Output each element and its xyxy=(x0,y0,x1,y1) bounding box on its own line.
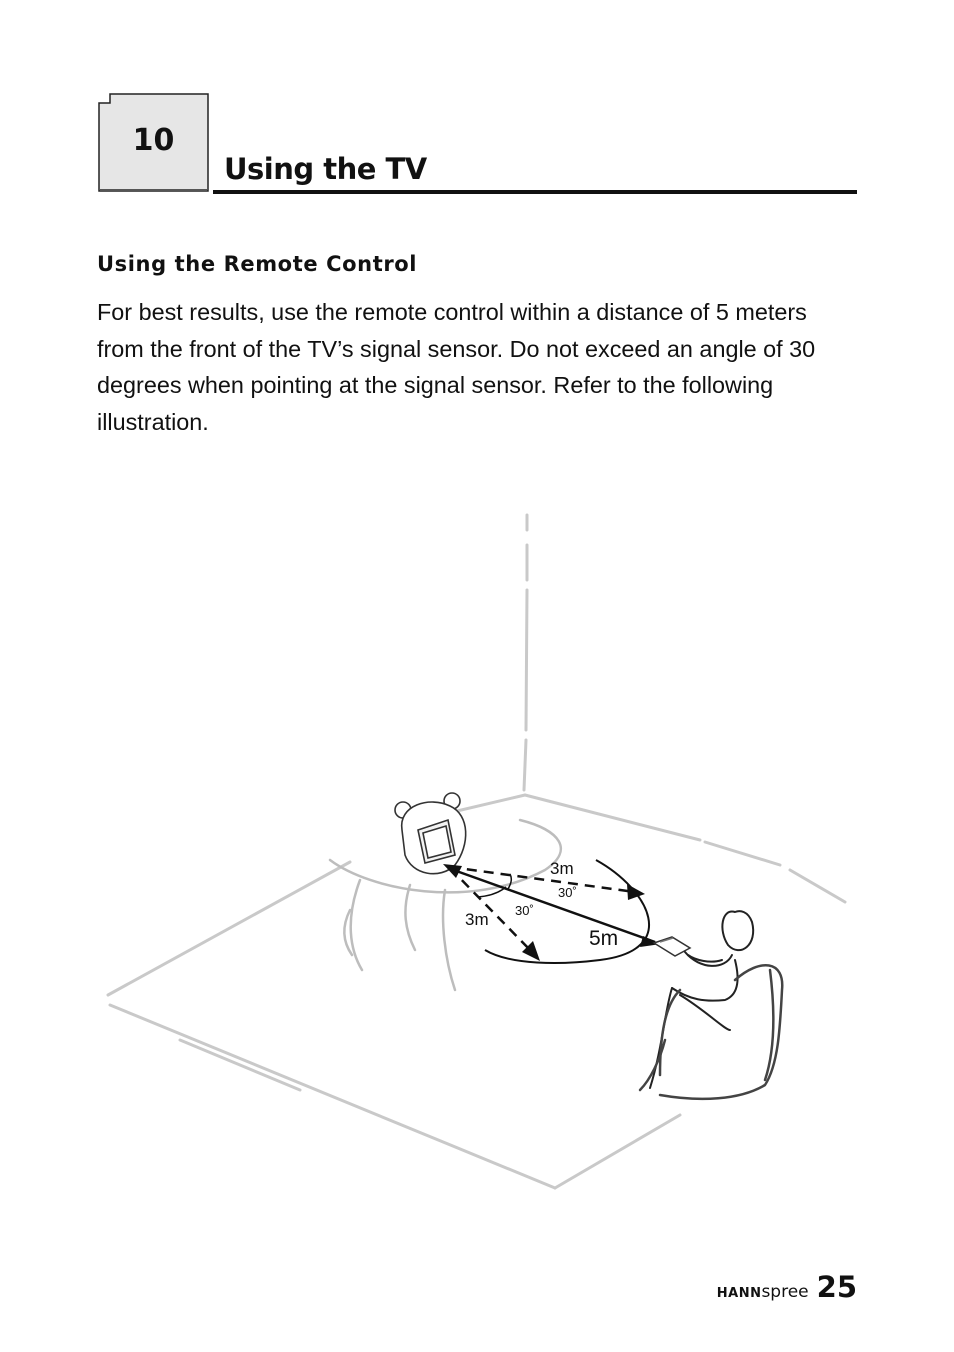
paragraph-line: For best results, use the remote control within a distance of 5 meters xyxy=(97,299,807,325)
paragraph-line: from the front of the TV’s signal sensor. Do not exceed an angle of 30 xyxy=(97,335,816,362)
chapter-tab xyxy=(98,93,209,192)
lower-distance-label: 3m xyxy=(465,910,489,929)
body-paragraph xyxy=(97,294,867,440)
lower-angle-label: 30˚ xyxy=(515,903,534,918)
upper-distance-label: 3m xyxy=(550,859,574,878)
title-rule xyxy=(213,190,857,194)
center-distance-label: 5m xyxy=(589,927,619,950)
brand-bold-text: HANN xyxy=(716,1286,762,1301)
armchair-icon xyxy=(640,965,782,1099)
chapter-number: 10 xyxy=(132,123,175,158)
remote-range-illustration xyxy=(0,490,954,1210)
remote-icon xyxy=(654,937,690,956)
section-heading: Using the Remote Control xyxy=(97,252,418,276)
tv-icon xyxy=(395,793,466,874)
chapter-title: Using the TV xyxy=(224,152,427,186)
paragraph-line: degrees when pointing at the signal sensor. Refer to the following xyxy=(97,372,774,398)
brand-light-text: spree xyxy=(761,1282,809,1302)
page-footer xyxy=(717,1270,857,1304)
page-number: 25 xyxy=(816,1270,857,1304)
brand-logo xyxy=(717,1282,809,1302)
paragraph-line: illustration. xyxy=(97,408,209,435)
upper-angle-label: 30˚ xyxy=(558,885,577,900)
room-outline xyxy=(108,515,845,1188)
person-in-chair-icon xyxy=(650,911,753,1088)
